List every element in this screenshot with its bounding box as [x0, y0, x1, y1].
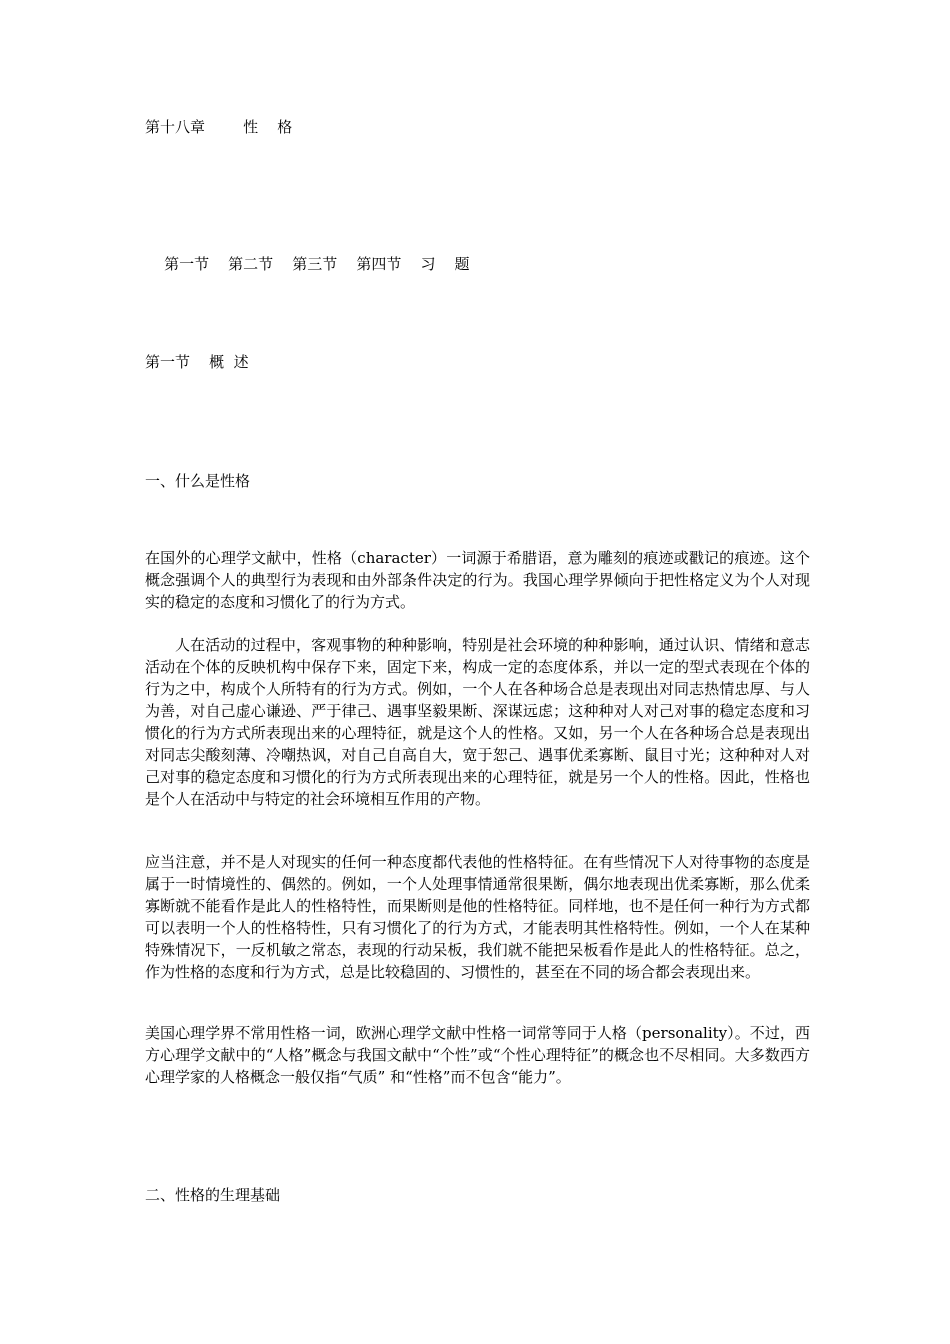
- paragraph-formation: 人在活动的过程中，客观事物的种种影响，特别是社会环境的种种影响，通过认识、情绪和意志活动在个体的反映机构中保存下来，固定下来，构成一定的态度体系，并以一定的型式表现在个体的行为之中，构成个人所特有的行为方式。例如，一个人在各种场合总是表现出对同志热情忠厚、与人为善，对自己虚心谦逊、严于律己、遇事坚毅果断、深谋远虑；这种种对人对己对事的稳定态度和习惯化的行为方式所表现出来的心理特征，就是这个人的性格。又如，另一个人在各种场合总是表现出对同志尖酸刻薄、冷嘲热讽，对自己自高自大，宽于恕己、遇事优柔寡断、鼠目寸光；这种种对人对己对事的稳定态度和习惯化的行为方式所表现出来的心理特征，就是另一个人的性格。因此，性格也是个人在活动中与特定的社会环境相互作用的产物。: [145, 636, 810, 808]
- section-title: 第一节 概 述: [145, 353, 249, 371]
- nav-link-exercises[interactable]: 习 题: [420, 255, 470, 273]
- nav-link-section-3[interactable]: 第三节: [292, 255, 338, 273]
- nav-link-section-4[interactable]: 第四节: [356, 255, 402, 273]
- paragraph-note: 应当注意，并不是人对现实的任何一种态度都代表他的性格特征。在有些情况下人对待事物的态度是属于一时情境性的、偶然的。例如，一个人处理事情通常很果断，偶尔地表现出优柔寡断，那么优柔寡断就不能看作是此人的性格特性，而果断则是他的性格特征。同样地，也不是任何一种行为方式都可以表明一个人的性格特性，只有习惯化了的行为方式，才能表明其性格特性。例如，一个人在某种特殊情况下，一反机敏之常态，表现的行动呆板，我们就不能把呆板看作是此人的性格特征。总之，作为性格的态度和行为方式，总是比较稳固的、习惯性的，甚至在不同的场合都会表现出来。: [145, 853, 810, 981]
- chapter-title: 第十八章 性 格: [145, 118, 293, 136]
- paragraph-western-view: 美国心理学界不常用性格一词，欧洲心理学文献中性格一词常等同于人格（personality）。不过，西方心理学文献中的“人格”概念与我国文献中“个性”或“个性心理特征”的概念也不尽相同。大多数西方心理学家的人格概念一般仅指“气质” 和“性格”而不包含“能力”。: [145, 1024, 810, 1086]
- nav-link-section-1[interactable]: 第一节: [164, 255, 210, 273]
- paragraph-definition: 在国外的心理学文献中，性格（character）一词源于希腊语，意为雕刻的痕迹或戳记的痕迹。这个概念强调个人的典型行为表现和由外部条件决定的行为。我国心理学界倾向于把性格定义为个人对现实的稳定的态度和习惯化了的行为方式。: [145, 549, 810, 611]
- subsection-title-what-is-character: 一、什么是性格: [145, 472, 251, 490]
- nav-separator: [337, 255, 356, 273]
- nav-separator: [209, 255, 228, 273]
- nav-link-section-2[interactable]: 第二节: [228, 255, 274, 273]
- nav-separator: [273, 255, 292, 273]
- subsection-title-physiological-basis: 二、性格的生理基础: [145, 1186, 281, 1204]
- nav-separator: [401, 255, 420, 273]
- section-nav: [145, 234, 470, 294]
